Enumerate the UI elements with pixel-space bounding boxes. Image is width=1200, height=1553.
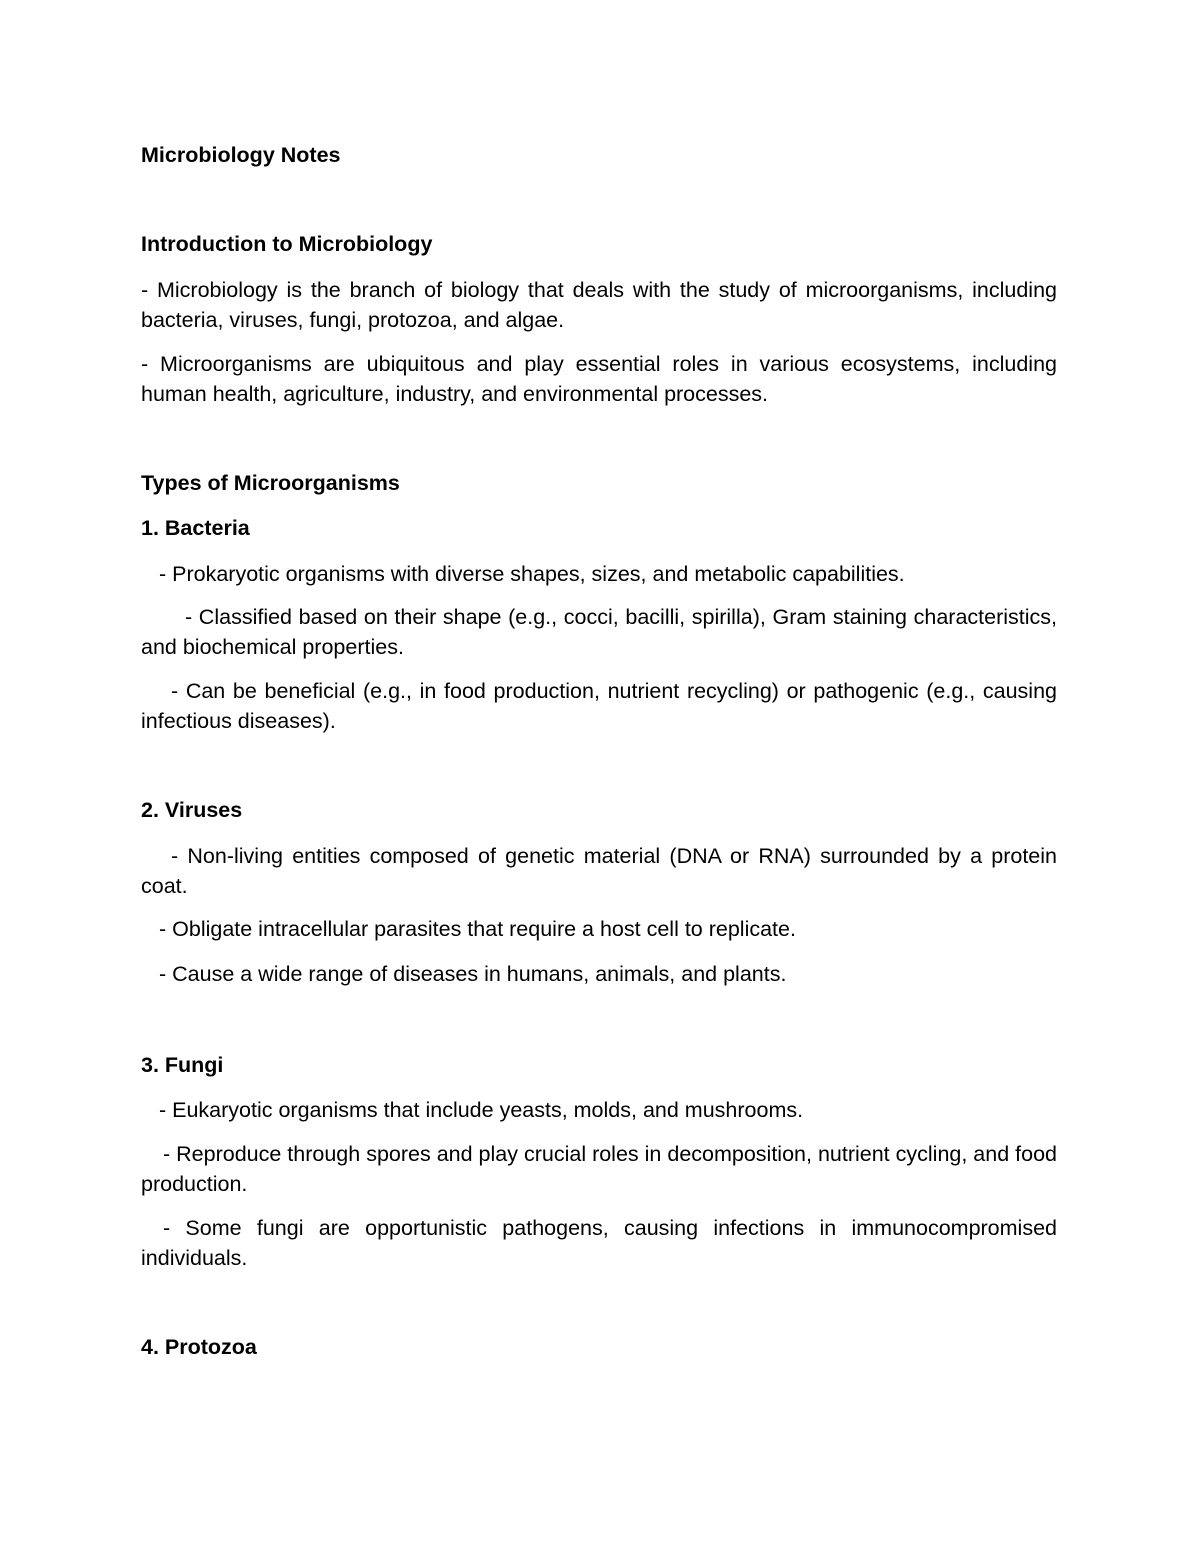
bacteria-point-3: - Can be beneficial (e.g., in food production, nutrient recycling) or pathogenic (e.g., causing infectious diseases). xyxy=(141,679,1057,733)
fungi-point-3: - Some fungi are opportunistic pathogens, causing infections in immunocompromised individuals. xyxy=(141,1216,1057,1270)
bacteria-heading: 1. Bacteria xyxy=(141,516,250,540)
document-title: Microbiology Notes xyxy=(141,143,341,167)
types-heading: Types of Microorganisms xyxy=(141,471,400,495)
viruses-point-1: - Non-living entities composed of genetic material (DNA or RNA) surrounded by a protein coat. xyxy=(141,844,1057,898)
viruses-heading: 2. Viruses xyxy=(141,798,243,822)
bacteria-point-2: - Classified based on their shape (e.g., cocci, bacilli, spirilla), Gram staining characteristics, and biochemical properties. xyxy=(141,605,1057,659)
viruses-point-2: - Obligate intracellular parasites that require a host cell to replicate. xyxy=(159,917,796,941)
viruses-point-3: - Cause a wide range of diseases in humans, animals, and plants. xyxy=(159,962,787,986)
intro-paragraph-1: - Microbiology is the branch of biology that deals with the study of microorganisms, including bacteria, viruses, fungi, protozoa, and algae. xyxy=(141,278,1057,332)
intro-heading: Introduction to Microbiology xyxy=(141,232,433,256)
bacteria-point-1: - Prokaryotic organisms with diverse shapes, sizes, and metabolic capabilities. xyxy=(159,562,905,586)
fungi-point-2: - Reproduce through spores and play crucial roles in decomposition, nutrient cycling, and food production. xyxy=(141,1142,1057,1196)
fungi-point-1: - Eukaryotic organisms that include yeasts, molds, and mushrooms. xyxy=(159,1098,804,1122)
protozoa-heading: 4. Protozoa xyxy=(141,1335,257,1359)
intro-paragraph-2: - Microorganisms are ubiquitous and play essential roles in various ecosystems, including human health, agriculture, industry, and environmental processes. xyxy=(141,352,1057,406)
fungi-heading: 3. Fungi xyxy=(141,1053,224,1077)
